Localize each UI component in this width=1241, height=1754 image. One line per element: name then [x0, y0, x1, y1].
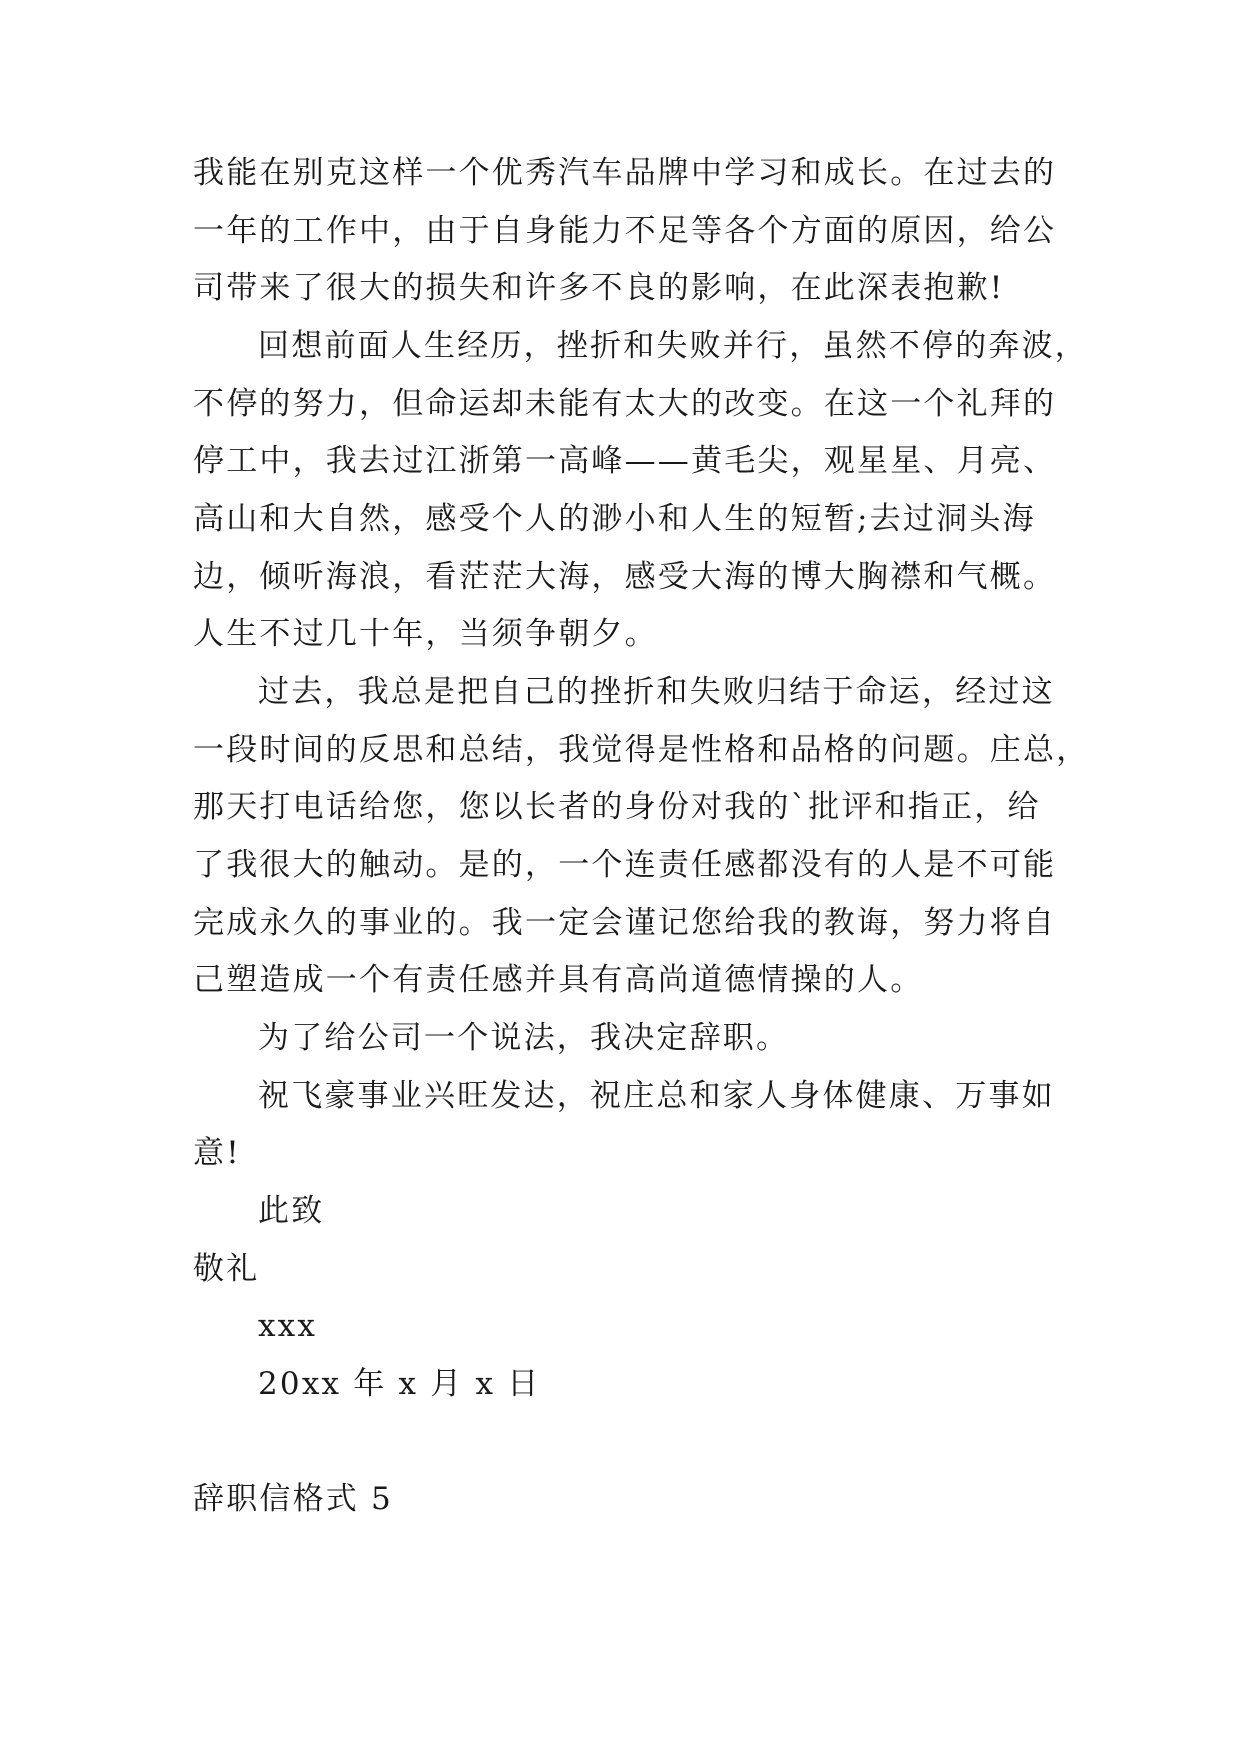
text-line: 意!: [193, 1135, 241, 1171]
text-line: 祝飞豪事业兴旺发达，祝庄总和家人身体健康、万事如: [258, 1078, 1055, 1114]
text-line: 高山和大自然，感受个人的渺小和人生的短暂;去过洞头海: [193, 501, 1036, 537]
text-line: 不停的努力，但命运却未能有太大的改变。在这一个礼拜的: [193, 386, 1057, 422]
section-heading: 辞职信格式 5: [193, 1481, 393, 1517]
text-line: 那天打电话给您，您以长者的身份对我的`批评和指正，给: [193, 789, 1041, 825]
text-line: 过去，我总是把自己的挫折和失败归结于命运，经过这: [258, 674, 1055, 710]
text-line: 了我很大的触动。是的，一个连责任感都没有的人是不可能: [193, 847, 1057, 883]
text-line: 为了给公司一个说法，我决定辞职。: [258, 1020, 790, 1056]
salutation: 敬礼: [193, 1251, 260, 1287]
text-line: 回想前面人生经历，挫折和失败并行，虽然不停的奔波，: [258, 328, 1088, 364]
closing-phrase: 此致: [258, 1193, 325, 1229]
text-line: 司带来了很大的损失和许多不良的影响，在此深表抱歉!: [193, 270, 1005, 306]
text-line: 边，倾听海浪，看茫茫大海，感受大海的博大胸襟和气概。: [193, 559, 1057, 595]
text-line: 停工中，我去过江浙第一高峰——黄毛尖，观星星、月亮、: [193, 443, 1057, 479]
text-line: 完成永久的事业的。我一定会谨记您给我的教诲，努力将自: [193, 905, 1057, 941]
text-line: 一年的工作中，由于自身能力不足等各个方面的原因，给公: [193, 213, 1057, 249]
text-line: 己塑造成一个有责任感并具有高尚道德情操的人。: [193, 962, 924, 998]
text-line: 我能在别克这样一个优秀汽车品牌中学习和成长。在过去的: [193, 155, 1057, 191]
text-line: 一段时间的反思和总结，我觉得是性格和品格的问题。庄总，: [193, 732, 1090, 768]
signature-name: xxx: [258, 1308, 318, 1344]
signature-date: 20xx 年 x 月 x 日: [258, 1366, 541, 1402]
text-line: 人生不过几十年，当须争朝夕。: [193, 616, 658, 652]
